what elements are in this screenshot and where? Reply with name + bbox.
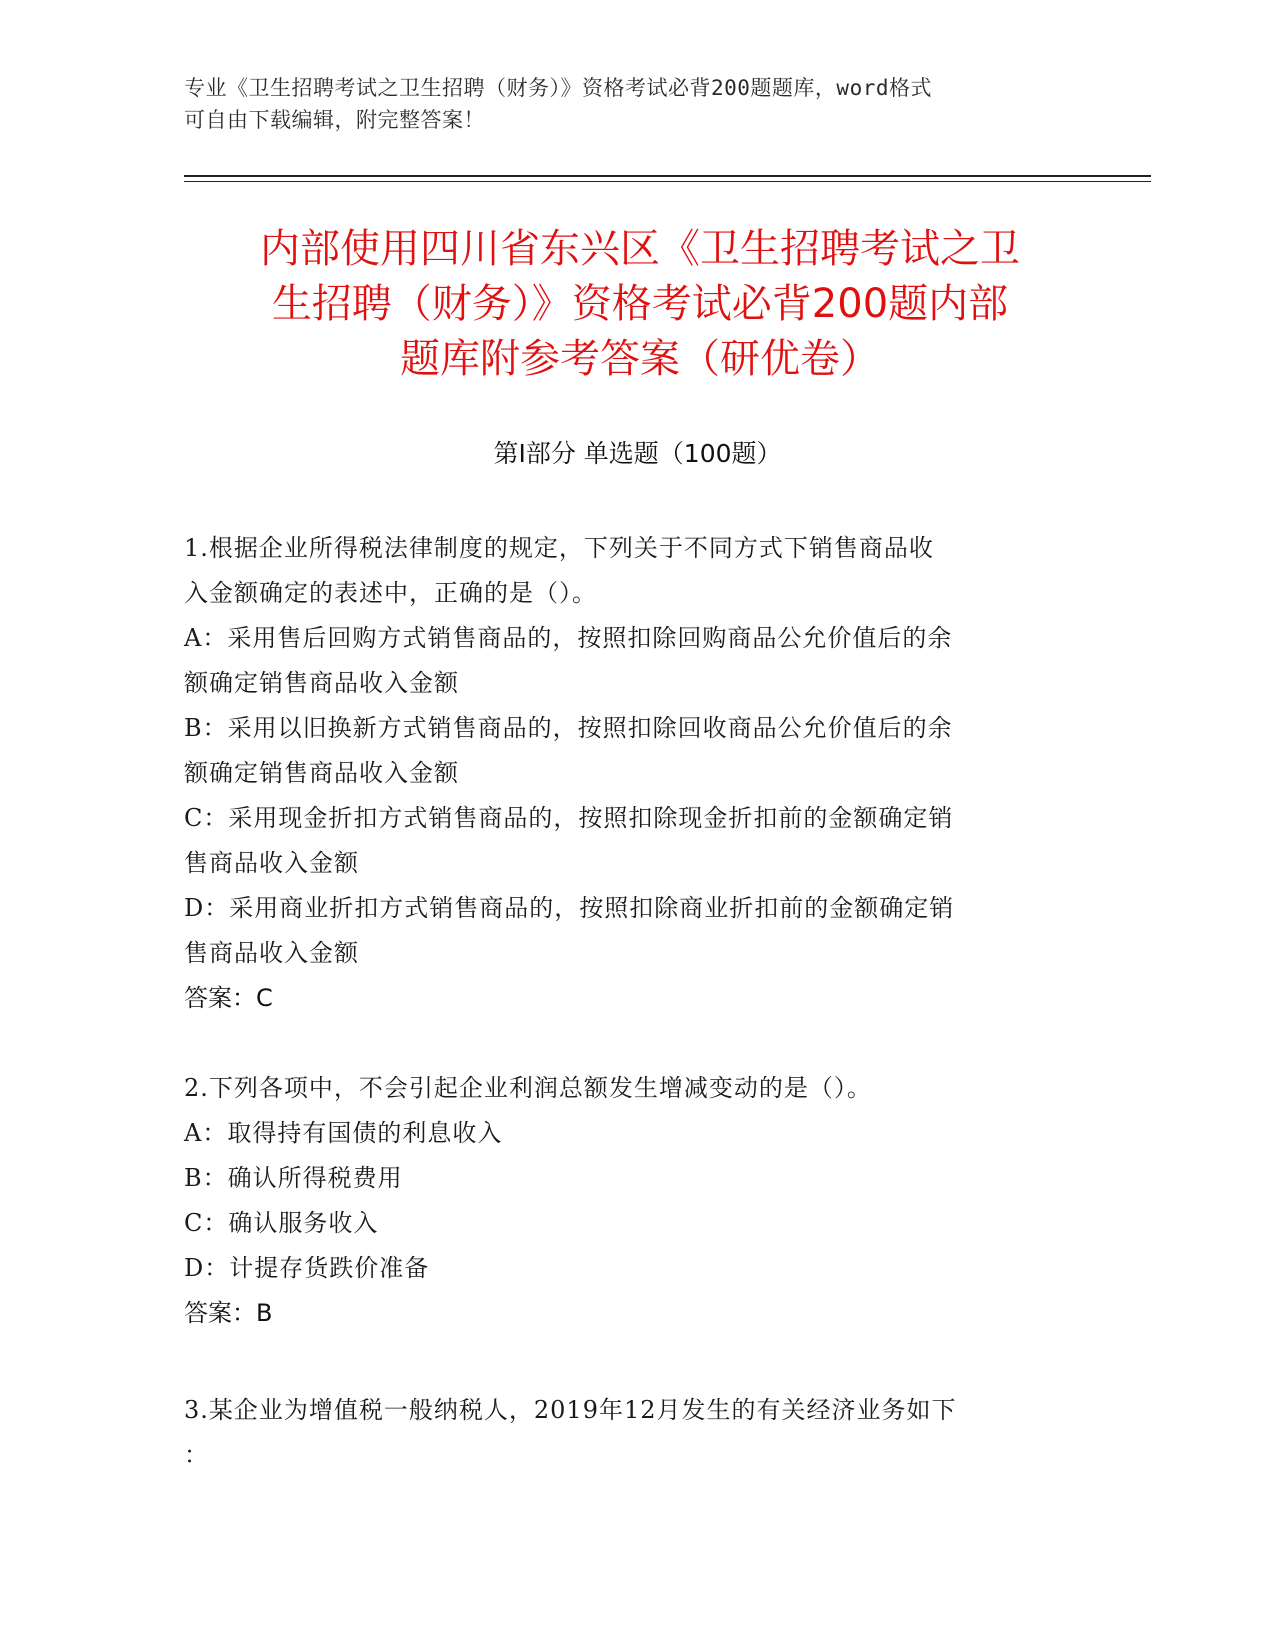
stem-line: 3.某企业为增值税一般纳税人，2019年12月发生的有关经济业务如下 <box>184 1396 957 1424</box>
option-line: A：采用售后回购方式销售商品的，按照扣除回购商品公允价值后的余 <box>184 624 953 652</box>
question-stem <box>184 526 1084 616</box>
stem-line: ： <box>184 1441 209 1469</box>
option-line: A：取得持有国债的利息收入 <box>184 1119 503 1147</box>
option-line: D：计提存货跌价准备 <box>184 1254 430 1282</box>
option-c <box>184 796 1084 886</box>
option-d <box>184 886 1084 976</box>
option-b <box>184 1156 1084 1201</box>
stem-line: 入金额确定的表述中，正确的是（）。 <box>184 579 597 607</box>
question-stem <box>184 1388 1084 1478</box>
header-divider <box>184 175 1151 177</box>
option-a <box>184 616 1084 706</box>
option-line: 售商品收入金额 <box>184 849 359 877</box>
question-2 <box>184 1066 1084 1336</box>
option-line: 额确定销售商品收入金额 <box>184 669 459 697</box>
option-c <box>184 1201 1084 1246</box>
option-a <box>184 1111 1084 1156</box>
option-b <box>184 706 1084 796</box>
answer-line: 答案：B <box>184 1299 273 1327</box>
stem-line: 1.根据企业所得税法律制度的规定，下列关于不同方式下销售商品收 <box>184 534 934 562</box>
option-line: C：采用现金折扣方式销售商品的，按照扣除现金折扣前的金额确定销 <box>184 804 954 832</box>
option-line: C：确认服务收入 <box>184 1209 379 1237</box>
header-note-line: 专业《卫生招聘考试之卫生招聘（财务）》资格考试必背200题题库，word格式 <box>184 76 932 100</box>
option-line: B：采用以旧换新方式销售商品的，按照扣除回收商品公允价值后的余 <box>184 714 953 742</box>
option-line: D：采用商业折扣方式销售商品的，按照扣除商业折扣前的金额确定销 <box>184 894 955 922</box>
option-line: 售商品收入金额 <box>184 939 359 967</box>
header-note <box>184 72 1064 136</box>
option-line: 额确定销售商品收入金额 <box>184 759 459 787</box>
header-note-line: 可自由下载编辑，附完整答案！ <box>184 108 485 132</box>
title-line: 生招聘（财务）》资格考试必背200题内部 <box>271 281 1009 327</box>
stem-line: 2.下列各项中，不会引起企业利润总额发生增减变动的是（）。 <box>184 1074 872 1102</box>
answer-line: 答案：C <box>184 984 273 1012</box>
title-line: 题库附参考答案（研优卷） <box>400 336 880 382</box>
title-line: 内部使用四川省东兴区《卫生招聘考试之卫 <box>260 226 1020 272</box>
option-d <box>184 1246 1084 1291</box>
section-heading: 第Ⅰ部分 单选题（100题） <box>493 439 782 468</box>
question-1 <box>184 526 1084 1021</box>
question-3 <box>184 1388 1084 1478</box>
header-divider-thin <box>184 181 1151 182</box>
option-line: B：确认所得税费用 <box>184 1164 403 1192</box>
document-title <box>190 222 1090 387</box>
question-stem <box>184 1066 1084 1111</box>
